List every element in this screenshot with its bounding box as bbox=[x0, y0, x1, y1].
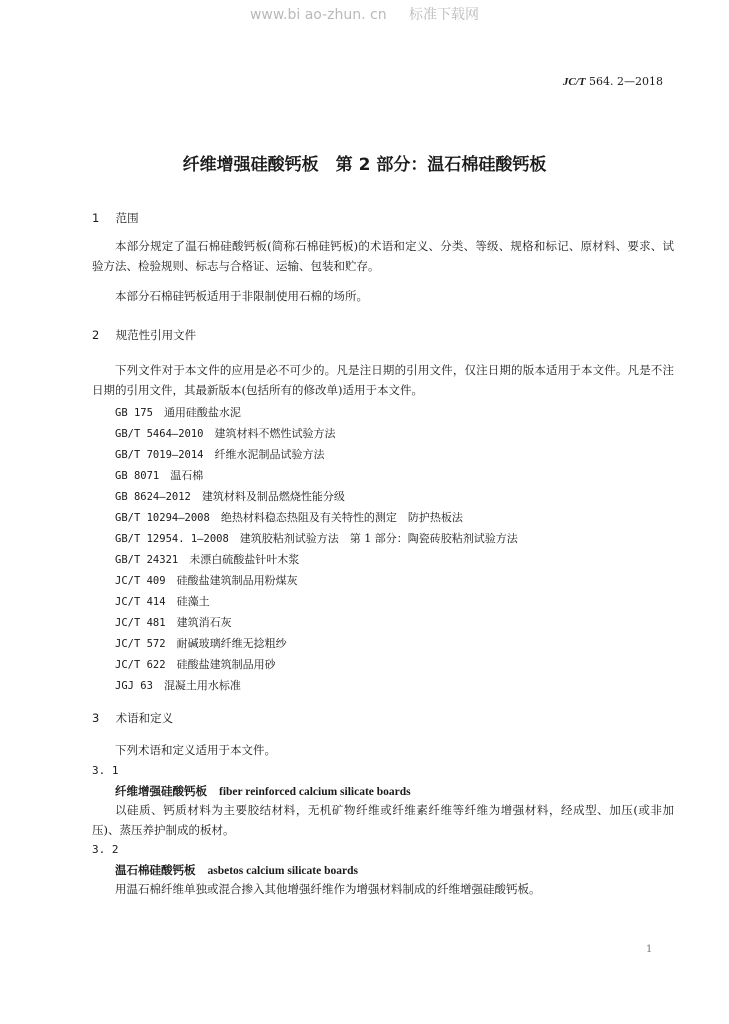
reference-item: JC/T 622 硅酸盐建筑制品用砂 bbox=[115, 658, 276, 671]
section-title: 范围 bbox=[115, 211, 139, 225]
reference-item: JC/T 409 硅酸盐建筑制品用粉煤灰 bbox=[115, 574, 298, 587]
section-title: 术语和定义 bbox=[115, 711, 174, 725]
watermark bbox=[0, 4, 729, 24]
section-title: 规范性引用文件 bbox=[115, 328, 197, 342]
page-number: 1 bbox=[646, 944, 653, 955]
reference-item: GB 8624—2012 建筑材料及制品燃烧性能分级 bbox=[115, 490, 345, 503]
reference-item: GB/T 24321 未漂白硫酸盐针叶木浆 bbox=[115, 553, 300, 566]
reference-item: GB 175 通用硅酸盐水泥 bbox=[115, 406, 241, 419]
section-heading-terms bbox=[92, 710, 173, 726]
term-definition: 以硅质、钙质材料为主要胶结材料，无机矿物纤维或纤维素纤维等纤维为增强材料，经成型、加压(或非加压)、蒸压养护制成的板材。 bbox=[92, 803, 674, 837]
term-definition: 用温石棉纤维单独或混合掺入其他增强纤维作为增强材料制成的纤维增强硅酸钙板。 bbox=[115, 882, 541, 896]
scope-paragraph-1: 本部分规定了温石棉硅酸钙板(简称石棉硅钙板)的术语和定义、分类、等级、规格和标记、原材料、要求、试验方法、检验规则、标志与合格证、运输、包装和贮存。 bbox=[92, 239, 674, 273]
section-heading-scope bbox=[92, 210, 139, 226]
section-number: 2 bbox=[92, 328, 100, 342]
reference-item: GB/T 5464—2010 建筑材料不燃性试验方法 bbox=[115, 427, 336, 440]
reference-item: GB/T 12954. 1—2008 建筑胶粘剂试验方法 第 1 部分：陶瓷砖胶粘剂试验方法 bbox=[115, 532, 518, 545]
term-en: fiber reinforced calcium silicate boards bbox=[219, 786, 411, 798]
reference-item: GB/T 10294—2008 绝热材料稳态热阻及有关特性的测定 防护热板法 bbox=[115, 511, 463, 524]
scope-paragraph-2: 本部分石棉硅钙板适用于非限制使用石棉的场所。 bbox=[115, 289, 368, 303]
term-zh: 温石棉硅酸钙板 bbox=[115, 863, 196, 877]
term-zh: 纤维增强硅酸钙板 bbox=[115, 784, 207, 798]
watermark-url: www.bi ao-zhun. cn bbox=[249, 7, 387, 23]
term-number: 3. 1 bbox=[92, 764, 119, 777]
watermark-site: 标准下载网 bbox=[409, 7, 480, 23]
document-title: 纤维增强硅酸钙板 第 2 部分：温石棉硅酸钙板 bbox=[182, 155, 547, 175]
term-number: 3. 2 bbox=[92, 843, 119, 856]
reference-item: JGJ 63 混凝土用水标准 bbox=[115, 679, 241, 692]
standard-prefix: JC/T bbox=[562, 76, 586, 88]
reference-item: GB/T 7019—2014 纤维水泥制品试验方法 bbox=[115, 448, 325, 461]
standard-number bbox=[563, 75, 663, 88]
reference-item: GB 8071 温石棉 bbox=[115, 469, 204, 482]
reference-item: JC/T 572 耐碱玻璃纤维无捻粗纱 bbox=[115, 637, 287, 650]
section-heading-normative bbox=[92, 327, 196, 343]
section-number: 1 bbox=[92, 211, 100, 225]
normative-intro: 下列文件对于本文件的应用是必不可少的。凡是注日期的引用文件，仅注日期的版本适用于本文件。凡是不注日期的引用文件，其最新版本(包括所有的修改单)适用于本文件。 bbox=[92, 363, 674, 397]
reference-item: JC/T 414 硅藻土 bbox=[115, 595, 210, 608]
reference-item: JC/T 481 建筑消石灰 bbox=[115, 616, 232, 629]
term-heading bbox=[115, 862, 358, 878]
section-number: 3 bbox=[92, 711, 100, 725]
term-heading bbox=[115, 783, 411, 799]
terms-intro: 下列术语和定义适用于本文件。 bbox=[115, 743, 276, 757]
term-en: asbetos calcium silicate boards bbox=[207, 865, 358, 877]
standard-code: 564. 2—2018 bbox=[589, 75, 663, 88]
